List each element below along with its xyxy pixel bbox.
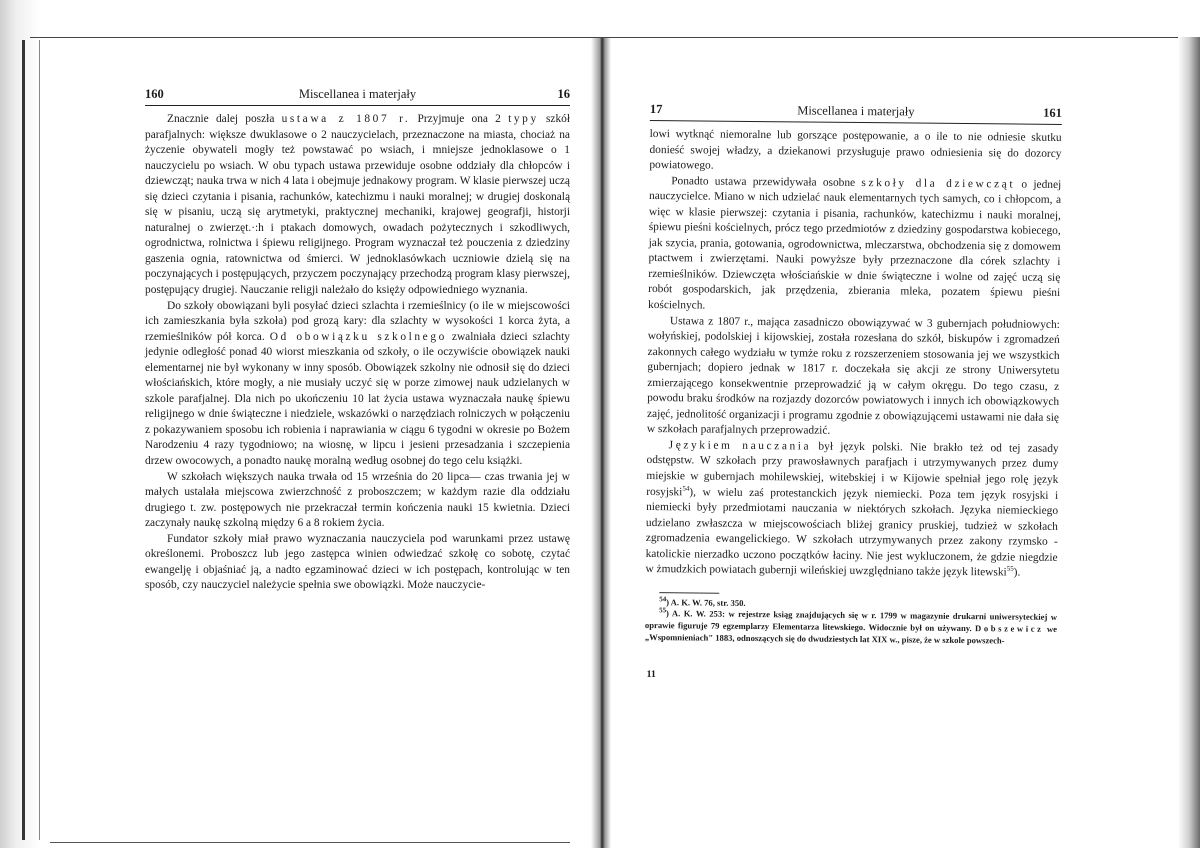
footnote-ref: 55 [1006, 564, 1014, 574]
text-run: ) A. K. W. 253: w rejestrze ksiąg znajdujących się w r. 1799 w magazynie drukarni uniwersyteckiej w oprawie figuruje 79 egzemplarzy Elementarza litewskiego. Widocznie był on używany. [644, 608, 1058, 634]
paragraph [145, 532, 570, 594]
text-run: Znacznie dalej poszła [167, 113, 282, 125]
text-run: zwalniała dzieci szlachty jedynie odległość ponad 40 wiorst mieszkania od szkoły, o ile oczywiście obowiązek nauki elementarnej nie był wykonany w inny sposób. Obowiązek szkolny nie odnosił się do dzieci włościańskich, które mogły, a nie musiały uczyć się w porze zimowej nauk udzielanych w szkole parafjalnej. Dla nich po ukończeniu 10 lat życia ustawa wyznaczała naukę śpiewu religijnego w dnie świąteczne i niedziele, wskazówki o narzędziach rolniczych w połączeniu z pokazywaniem sposobu ich robienia i naprawiania w ciągu 6 tygodni w okresie po Bożem Narodzeniu 4 razy tygodniowo; na wiosnę, w lipcu i jesieni przesadzania i szczepienia drzew owocowych, a ponadto naukę moralną według osobnej do tego celu książki. [145, 330, 570, 468]
book-gutter [591, 38, 611, 848]
left-running-title: Miscellanea i materjały [298, 87, 417, 101]
text-run: o jednej nauczycielce. Miano w nich udzielać nauk elementarnych tych samych, co i chłopcom, a więc w klasie pierwszej: czytania i pisania, rachunków, katechizmu i nauki moralnej, śpiewu pieśni kościelnych, prócz tego przedmiotów z dziedziny gospodarstwa kobiecego, jak szycia, prania, gotowania, ogrodownictwa, mleczarstwa, obchodzenia się z domowem ptactwem i zwierzętami. Nauki powyższe były przeznaczone dla córek szlachty i rzemieślników. Dziewczęta włościańskie w dnie świąteczne i wolne od zajęć uczą się robót gospodarskich, jak przędzenia, zbierania mleka, pozatem śpiewu pieśni kościelnych. [647, 178, 1062, 312]
right-folio: 17 [649, 101, 663, 117]
footnote-ref: 54 [682, 484, 690, 493]
spaced-emphasis: szkoły dla dziewcząt [861, 176, 1016, 191]
footnotes [645, 597, 1057, 647]
spaced-emphasis: Językiem nauczania [668, 439, 812, 453]
left-body-text [145, 112, 570, 594]
text-run: Do szkoły obowiązani byli posyłać dzieci szlachta i rzemieślnicy (o ile w miejscowości ich zamieszkania była szkoła) pod grozą kary: dla szlachty w wysokości 1 korca żyta, a rzemieślników pół korca. [145, 299, 570, 343]
right-page [644, 100, 1062, 684]
paragraph [649, 127, 1061, 178]
text-run: szkół parafjalnych: większe dwuklasowe o 2 nauczycielach, przeznaczone na miasta, chociaż na życzenie obywateli mogły też powstawać po wsiach, i mniejsze jednoklasowe o 1 nauczycielu po wsiach. W obu typach ustawa przewiduje osobne oddziały dla chłopców i dziewcząt; nauka trwa w nich 4 lata i obejmuje jednakowy program. W klasie pierwszej uczą się dzieci czytania i pisania, rachunków, katechizmu i nauki moralnej; w drugiej doskonalą się w pisaniu, uczą się arytmetyki, praktycznej mechaniki, krajowej geografji, historji naturalnej o zwierzęt.·:h i ptakach domowych, owadach pożytecznych i szkodliwych, ogrodnictwa, rolnictwa i śpiewu religijnego. Program wyznaczał też pouczenia z dziedziny gaszenia ognia, ratownictwa od śmierci. W jednoklasówkach uczniowie dzielą się na poczynających i postępujących, przyczem poczynający przechodzą program klasy pierwszej, postępujący drugiej. Nauczanie religji należało do księży odpowiedniego wyznania. [145, 113, 570, 297]
scan-binding-lines [22, 40, 40, 840]
text-run: ) A. K. W. 76, str. 350. [666, 597, 746, 608]
text-run: ), w wielu zaś protestanckich język niemiecki. Poza tem język rosyjski i niemiecki były przedmiotami nauczania w niektórych szkołach. Języka niemieckiego udzielano zwłaszcza w miejscowościach bliżej granicy pruskiej, tudzież w szkołach zgromadzenia ewangelickiego. W szkołach utrzymywanych przez zakony rzymsko - katolickie nierzadko uczono początków łaciny. Nie jest wykluczonem, że gdzie niegdzie w żmudzkich powiatach gubernji wileńskiej uwzględniano także język litewski [645, 485, 1059, 579]
scan-bottom-edge [50, 842, 570, 843]
right-page-number: 161 [1043, 105, 1062, 120]
paragraph [145, 299, 570, 470]
spaced-emphasis: typy [508, 113, 539, 125]
text-run: Ustawa z 1807 r., mająca zasadniczo obowiązywać w 3 gubernjach południowych: wołyńskiej, podolskiej i kijowskiej, została rozesłana do szkół, biskupów i zgromadzeń zakonnych całego wydziału w tymże roku z rozszerzeniem stosowania jej we wszystkich gubernjach; dopiero jednak w 1817 r. doczekała się akcji ze strony Uniwersytetu zmierzającego konsekwentnie przeprowadzić ją w całym okręgu. Do tego czasu, z powodu braku środków na rozjazdy dozorców powiatowych i innych ich obowiązkowych zajęć, jednolitość organizacji i programu zgodnie z obowiązującemi ustawami nie dała się w szkołach parafjalnych przeprowadzić. [646, 314, 1060, 438]
right-page-header [650, 100, 1062, 125]
spaced-emphasis: Od obowiązku szkolnego [269, 330, 447, 343]
signature-mark: 11 [646, 669, 656, 681]
text-run: W szkołach większych nauka trwała od 15 września do 20 lipca— czas trwania jej w małych ustalała miejscowa zwierzchność z proboszczem; w każdym razie dla oddziału drugiego t. zw. postępowych nie przekraczał termin kończenia nauki 15 kwietnia. Dzieci zaczynały naukę szkolną między 6 a 8 rokiem życia. [145, 470, 570, 530]
paragraph [645, 438, 1058, 582]
left-page-header [145, 85, 570, 106]
text-run: Fundator szkoły miał prawo wyznaczania nauczyciela pod warunkami przez ustawę określonemi. Proboszcz lub jego zastępca winien odwiedzać szkołę co sobotę, czytać ewangelję i objaśniać ją, a nadto egzaminować dzieci w ich postępach, kontrolując w ten sposób, czy nauczyciel należycie spełnia swe obowiązki. Może nauczycie- [145, 532, 570, 592]
scan-right-edge [1178, 37, 1200, 848]
spaced-emphasis: Dobszewicz [975, 623, 1044, 634]
text-run: we „Wspomnieniach" 1883, odnoszących się do dwudziestych lat XIX w., pisze, że w szkole powszech- [644, 623, 1057, 646]
text-run: Ponadto ustawa przewidywała osobne [671, 174, 862, 189]
paragraph [648, 174, 1061, 318]
paragraph [145, 470, 570, 532]
footnote-rule [659, 592, 719, 594]
right-body-text [645, 127, 1061, 582]
text-run: był język polski. Nie brakło też od tej zasady odstępstw. W szkołach przy prawosławnych parafjach i utrzymywanych przez dumy miejskie w gubernjach mohilewskiej, witebskiej i w Kijowie spełniał jego rolę język rosyjski [646, 440, 1059, 498]
left-folio: 16 [557, 87, 570, 101]
text-run: lowi wytknąć niemoralne lub gorszące postępowanie, a o ile to nie odniesie skutku donieść swojej władzy, a dziekanowi przysługuje prawo odniesienia się do dozorcy powiatowego. [649, 127, 1062, 172]
text-run: ). [1013, 566, 1021, 579]
paragraph [647, 314, 1060, 442]
paragraph [645, 608, 1057, 647]
footnote-ref: 55 [659, 606, 667, 615]
spaced-emphasis: ustawa z 1807 r. [281, 113, 411, 125]
right-running-title: Miscellanea i materjały [797, 103, 915, 119]
footnote-ref: 54 [659, 595, 667, 604]
text-run: Przyjmuje ona 2 [410, 113, 509, 125]
left-page-number: 160 [145, 87, 164, 101]
left-page [145, 85, 570, 594]
paragraph [145, 112, 570, 299]
